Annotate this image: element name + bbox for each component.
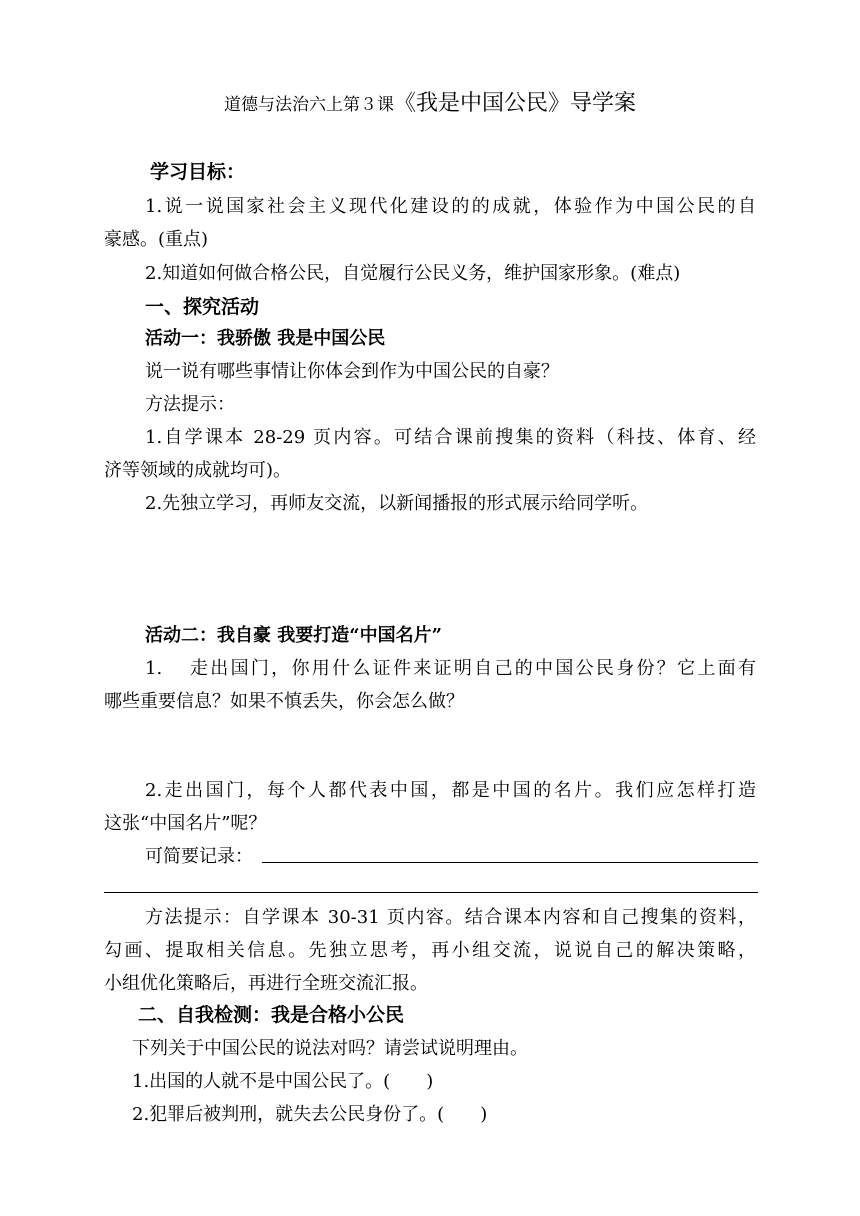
activity-1-question: 说一说有哪些事情让你体会到作为中国公民的自豪？ [145, 361, 559, 382]
objective-2: 2.知道如何做合格公民，自觉履行公民义务，维护国家形象。(难点) [145, 263, 681, 284]
activity-2-q1-line-2: 哪些重要信息？如果不慎丢失，你会怎么做？ [104, 691, 464, 712]
activity-2-q2-line-2: 这张“中国名片”呢？ [104, 813, 267, 834]
section-2-heading: 二、自我检测：我是合格小公民 [138, 1004, 405, 1026]
activity-2-method-line-1: 方法提示：自学课本 30-31 页内容。结合课本内容和自己搜集的资料， [145, 907, 756, 928]
activity-1-tip-1-line-2: 济等领域的成就均可)。 [104, 460, 292, 481]
objective-1-line-1: 1.说一说国家社会主义现代化建设的的成就，体验作为中国公民的自 [145, 196, 756, 217]
record-label: 可简要记录： [145, 846, 253, 867]
activity-1-heading: 活动一：我骄傲 我是中国公民 [145, 328, 386, 349]
activity-2-heading: 活动二：我自豪 我要打造“中国名片” [145, 625, 442, 646]
activity-2-q2-line-1: 2.走出国门，每个人都代表中国，都是中国的名片。我们应怎样打造 [145, 780, 756, 801]
activity-1-method-label: 方法提示： [145, 394, 235, 415]
objective-1-line-2: 豪感。(重点) [104, 229, 209, 250]
section-1-heading: 一、探究活动 [145, 296, 260, 318]
title-prefix: 道德与法治六上第３课 [223, 95, 394, 115]
activity-1-tip-2: 2.先独立学习，再师友交流，以新闻播报的形式展示给同学听。 [145, 493, 649, 514]
answer-line-2[interactable] [104, 892, 758, 893]
activity-2-method-line-2: 勾画、提取相关信息。先独立思考，再小组交流，说说自己的解决策略， [104, 940, 756, 961]
objectives-heading: 学习目标： [150, 161, 246, 183]
check-item-1: 1.出国的人就不是中国公民了。( ) [132, 1071, 434, 1092]
section-2-intro: 下列关于中国公民的说法对吗？请尝试说明理由。 [132, 1038, 528, 1059]
activity-2-q1-number: 1. [145, 658, 163, 679]
activity-2-q1-line-1: 走出国门，你用什么证件来证明自己的中国公民身份？它上面有 [190, 658, 756, 679]
answer-line-1[interactable] [262, 862, 758, 863]
check-item-2: 2.犯罪后被判刑，就失去公民身份了。( ) [132, 1104, 488, 1125]
activity-2-method-line-3: 小组优化策略后，再进行全班交流汇报。 [104, 973, 428, 994]
title-main: 《我是中国公民》导学案 [393, 91, 636, 116]
activity-1-tip-1-line-1: 1.自学课本 28-29 页内容。可结合课前搜集的资料（科技、体育、经 [145, 427, 756, 448]
page-title [0, 92, 860, 117]
